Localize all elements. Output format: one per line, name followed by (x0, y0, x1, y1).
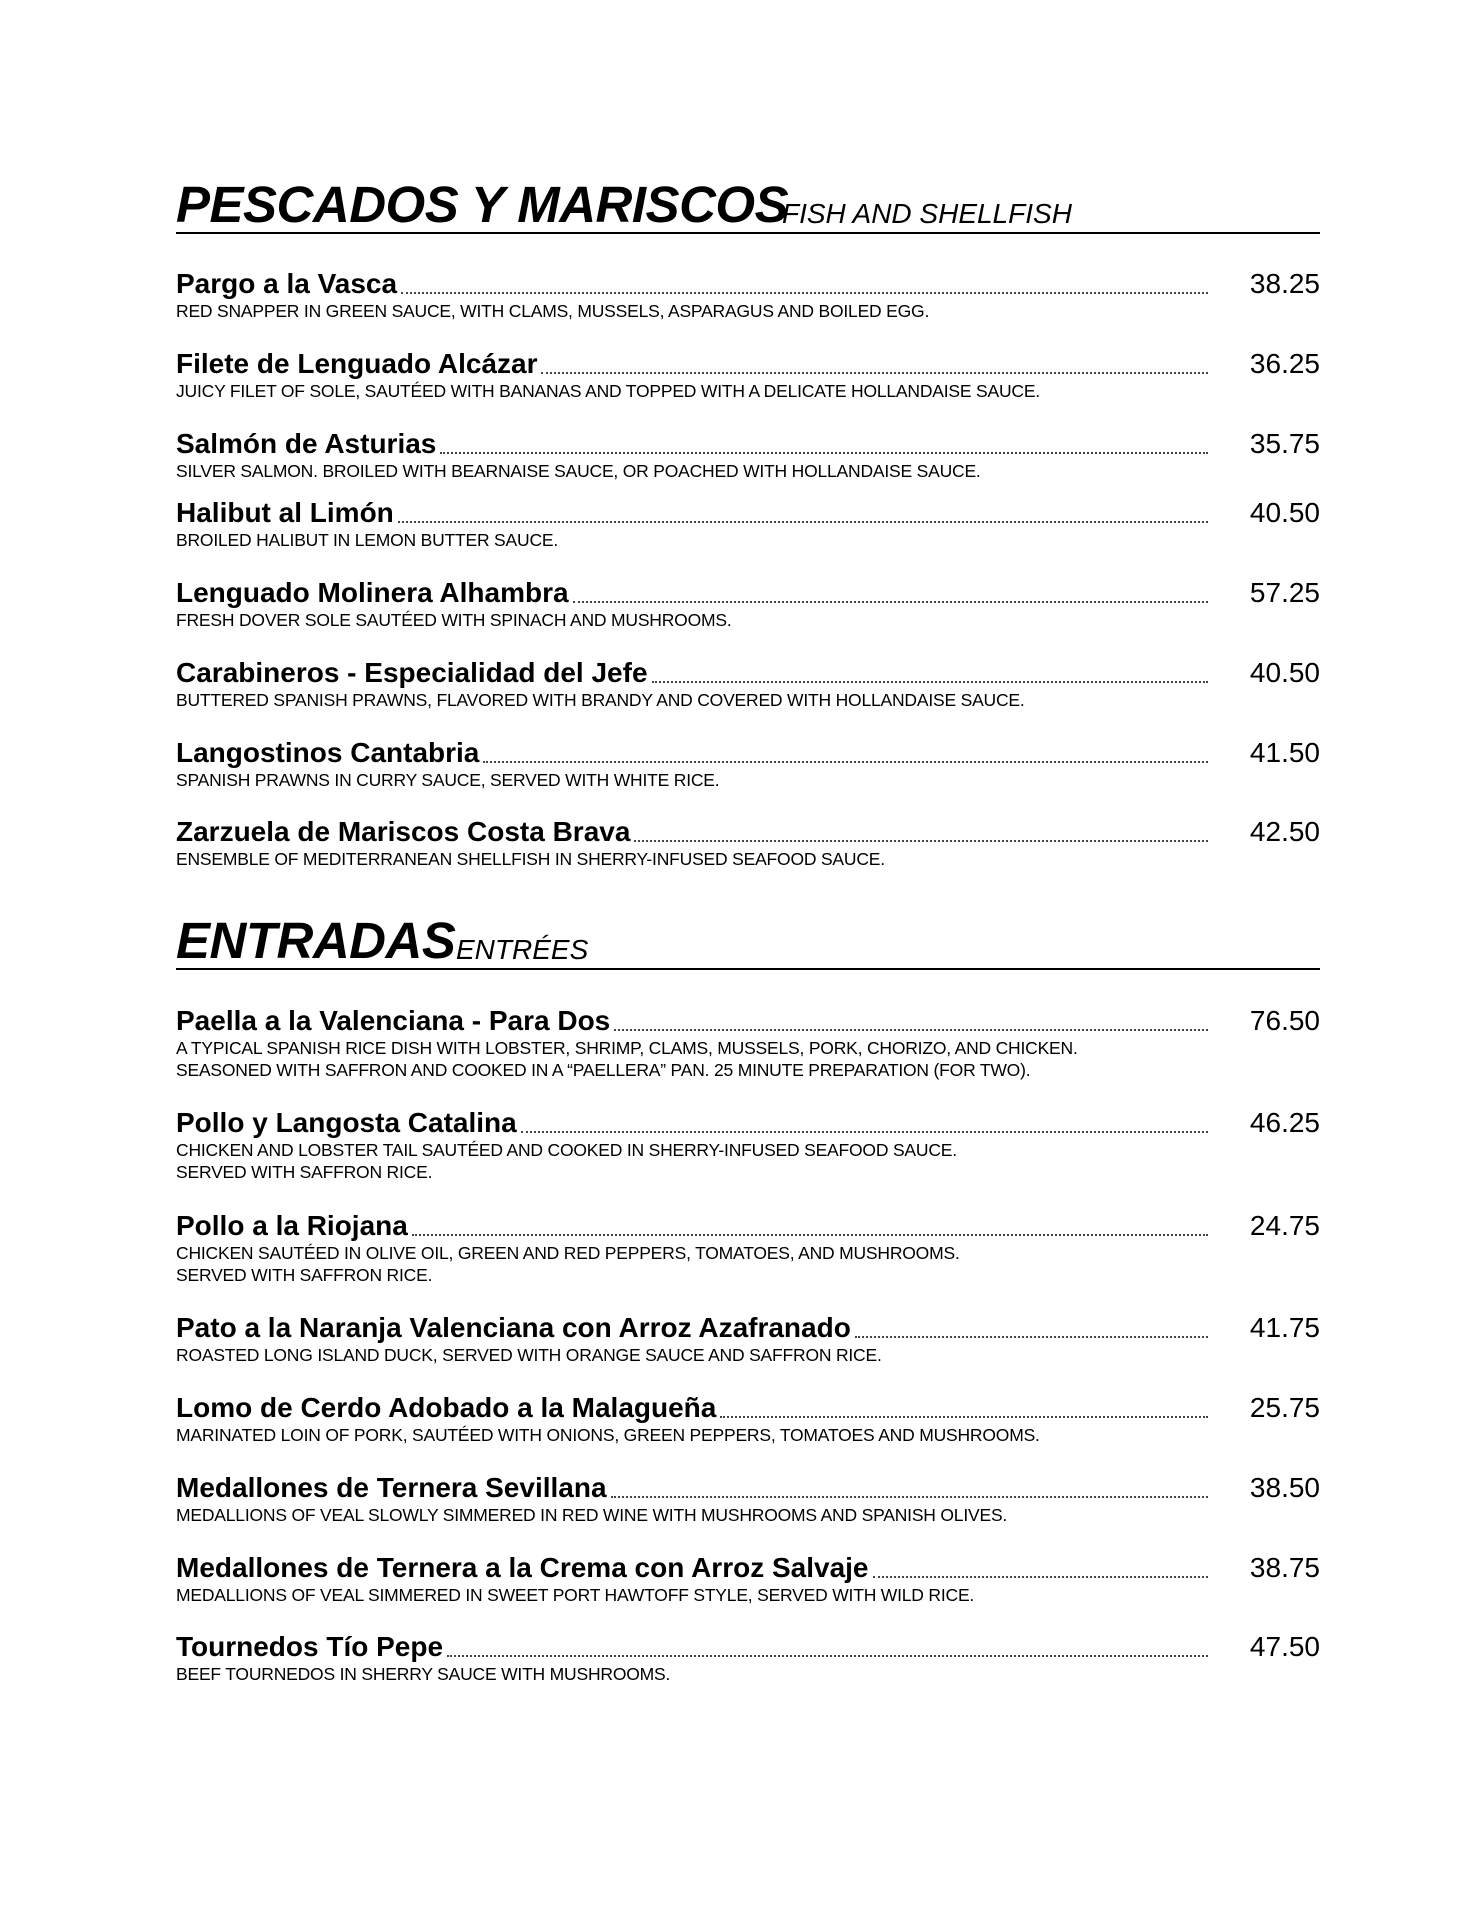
menu-item (176, 1392, 1320, 1446)
menu-item (176, 1210, 1320, 1286)
section-subtitle: ENTRÉES (456, 934, 589, 965)
menu-item (176, 268, 1320, 322)
item-price: 76.50 (1249, 1005, 1320, 1036)
section-title: ENTRADAS (176, 912, 456, 969)
item-price: 47.50 (1249, 1631, 1320, 1662)
item-description: CHICKEN AND LOBSTER TAIL SAUTÉED AND COOKED IN SHERRY-INFUSED SEAFOOD SAUCE. (176, 1140, 957, 1160)
dot-leader (440, 452, 1208, 454)
item-price: 38.50 (1249, 1472, 1320, 1503)
item-price: 42.50 (1249, 816, 1320, 847)
dot-leader (541, 372, 1208, 374)
dot-leader (652, 681, 1208, 683)
menu-item (176, 348, 1320, 402)
dot-leader (873, 1576, 1208, 1578)
dot-leader (447, 1655, 1208, 1657)
item-description: MEDALLIONS OF VEAL SLOWLY SIMMERED IN RED WINE WITH MUSHROOMS AND SPANISH OLIVES. (176, 1505, 1008, 1525)
menu-item (176, 737, 1320, 791)
dot-leader (614, 1029, 1208, 1031)
item-price: 46.25 (1249, 1107, 1320, 1138)
dot-leader (398, 521, 1208, 523)
item-description: BUTTERED SPANISH PRAWNS, FLAVORED WITH BRANDY AND COVERED WITH HOLLANDAISE SAUCE. (176, 690, 1025, 710)
dot-leader (855, 1336, 1208, 1338)
dot-leader (720, 1416, 1208, 1418)
item-price: 57.25 (1249, 577, 1320, 608)
item-price: 40.50 (1249, 657, 1320, 688)
item-name: Medallones de Ternera Sevillana (176, 1472, 607, 1503)
item-name: Salmón de Asturias (176, 428, 437, 459)
item-name: Halibut al Limón (176, 497, 394, 528)
menu-item (176, 657, 1320, 711)
item-description: SERVED WITH SAFFRON RICE. (176, 1162, 433, 1182)
item-name: Pollo a la Riojana (176, 1210, 408, 1241)
item-name: Carabineros - Especialidad del Jefe (176, 657, 648, 688)
item-description: JUICY FILET OF SOLE, SAUTÉED WITH BANANAS AND TOPPED WITH A DELICATE HOLLANDAISE SAUCE. (176, 381, 1040, 401)
menu-item (176, 1472, 1320, 1526)
dot-leader (401, 292, 1208, 294)
item-description: SEASONED WITH SAFFRON AND COOKED IN A “PAELLERA” PAN. 25 MINUTE PREPARATION (FOR TWO). (176, 1060, 1031, 1080)
menu-item (176, 816, 1320, 870)
item-price: 35.75 (1249, 428, 1320, 459)
item-price: 38.25 (1249, 268, 1320, 299)
menu-item (176, 1631, 1320, 1685)
section-title: PESCADOS Y MARISCOS (176, 176, 789, 233)
item-description: ROASTED LONG ISLAND DUCK, SERVED WITH ORANGE SAUCE AND SAFFRON RICE. (176, 1345, 882, 1365)
item-price: 24.75 (1249, 1210, 1320, 1241)
item-description: ENSEMBLE OF MEDITERRANEAN SHELLFISH IN SHERRY-INFUSED SEAFOOD SAUCE. (176, 849, 885, 869)
menu-item (176, 1107, 1320, 1183)
dot-leader (483, 761, 1208, 763)
section-header-entrees (176, 912, 1320, 970)
item-description: MEDALLIONS OF VEAL SIMMERED IN SWEET PORT HAWTOFF STYLE, SERVED WITH WILD RICE. (176, 1585, 975, 1605)
item-description: BEEF TOURNEDOS IN SHERRY SAUCE WITH MUSHROOMS. (176, 1664, 671, 1684)
item-description: SILVER SALMON. BROILED WITH BEARNAISE SAUCE, OR POACHED WITH HOLLANDAISE SAUCE. (176, 461, 981, 481)
menu-item (176, 428, 1320, 482)
dot-leader (573, 601, 1208, 603)
item-description: FRESH DOVER SOLE SAUTÉED WITH SPINACH AND MUSHROOMS. (176, 610, 732, 630)
item-price: 41.75 (1249, 1312, 1320, 1343)
item-price: 38.75 (1249, 1552, 1320, 1583)
item-name: Pollo y Langosta Catalina (176, 1107, 517, 1138)
item-description: BROILED HALIBUT IN LEMON BUTTER SAUCE. (176, 530, 559, 550)
item-name: Lomo de Cerdo Adobado a la Malagueña (176, 1392, 717, 1423)
dot-leader (412, 1234, 1208, 1236)
item-price: 40.50 (1249, 497, 1320, 528)
dot-leader (634, 840, 1208, 842)
item-description: RED SNAPPER IN GREEN SAUCE, WITH CLAMS, MUSSELS, ASPARAGUS AND BOILED EGG. (176, 301, 930, 321)
item-description: CHICKEN SAUTÉED IN OLIVE OIL, GREEN AND RED PEPPERS, TOMATOES, AND MUSHROOMS. (176, 1243, 960, 1263)
item-price: 25.75 (1249, 1392, 1320, 1423)
menu-item (176, 1005, 1320, 1081)
item-name: Zarzuela de Mariscos Costa Brava (176, 816, 631, 847)
item-name: Medallones de Ternera a la Crema con Arroz Salvaje (176, 1552, 869, 1583)
item-name: Pato a la Naranja Valenciana con Arroz Azafranado (176, 1312, 851, 1343)
item-description: A TYPICAL SPANISH RICE DISH WITH LOBSTER, SHRIMP, CLAMS, MUSSELS, PORK, CHORIZO, AND CHICKEN. (176, 1038, 1078, 1058)
item-name: Filete de Lenguado Alcázar (176, 348, 538, 379)
menu-item (176, 1552, 1320, 1606)
item-name: Lenguado Molinera Alhambra (176, 577, 569, 608)
dot-leader (521, 1131, 1208, 1133)
item-description: SPANISH PRAWNS IN CURRY SAUCE, SERVED WITH WHITE RICE. (176, 770, 720, 790)
item-description: MARINATED LOIN OF PORK, SAUTÉED WITH ONIONS, GREEN PEPPERS, TOMATOES AND MUSHROOMS. (176, 1425, 1040, 1445)
menu-item (176, 577, 1320, 631)
item-name: Pargo a la Vasca (176, 268, 398, 299)
section-header-fish (176, 176, 1320, 234)
item-price: 36.25 (1249, 348, 1320, 379)
dot-leader (611, 1496, 1208, 1498)
menu-item (176, 1312, 1320, 1366)
item-name: Langostinos Cantabria (176, 737, 480, 768)
item-price: 41.50 (1249, 737, 1320, 768)
section-subtitle: FISH AND SHELLFISH (782, 198, 1072, 229)
item-name: Tournedos Tío Pepe (176, 1631, 444, 1662)
item-name: Paella a la Valenciana - Para Dos (176, 1005, 611, 1036)
item-description: SERVED WITH SAFFRON RICE. (176, 1265, 433, 1285)
menu-item (176, 497, 1320, 551)
